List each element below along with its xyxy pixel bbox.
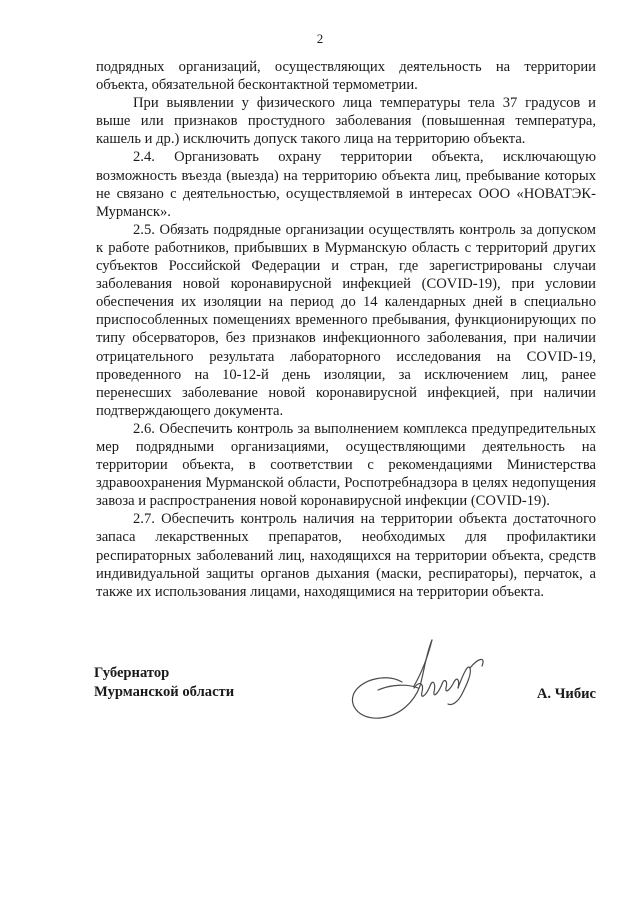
page-number: 2 xyxy=(316,31,324,46)
signatory-name: А. Чибис xyxy=(536,686,596,702)
document-body xyxy=(96,58,596,601)
paragraph-2-6: 2.6. Обеспечить контроль за выполнением комплекса предупредительных мер подрядными организациями, осуществляющими деятельность на территории объекта, в соответствии с рекомендациями Министерства здравоохранения Мурманской области, Роспотребнадзора в целях недопущения завоза и распространения новой коронавирусной инфекции (COVID-19). xyxy=(96,420,596,510)
handwritten-signature xyxy=(330,628,510,728)
paragraph-2-7: 2.7. Обеспечить контроль наличия на территории объекта достаточного запаса лекарственных препаратов, необходимых для профилактики респираторных заболеваний лиц, находящихся на территории объекта, средств индивидуальной защиты органов дыхания (маски, респираторы), перчаток, а также их использования лицами, находящимися на территории объекта. xyxy=(96,511,596,600)
signatory-title-line2: Мурманской области xyxy=(94,683,235,700)
paragraph-2-4: 2.4. Организовать охрану территории объекта, исключающую возможность въезда (выезда) на территорию объекта лиц, пребывание которых не связано с деятельностью, осуществляемой в интересах ООО «НОВАТЭК-Мурманск». xyxy=(96,149,596,220)
paragraph-continuation: подрядных организаций, осуществляющих деятельность на территории объекта, обязательной бесконтактной термометрии. xyxy=(96,59,596,94)
signatory-title xyxy=(94,664,234,701)
paragraph-temperature-rule: При выявлении у физического лица температуры тела 37 градусов и выше или признаков простудного заболевания (повышенная температура, кашель и др.) исключить допуск такого лица на территорию объекта. xyxy=(96,95,596,148)
signatory-title-line1: Губернатор xyxy=(94,665,170,681)
paragraph-2-5: 2.5. Обязать подрядные организации осуществлять контроль за допуском к работе работников, прибывших в Мурманскую область с территорий других субъектов Российской Федерации и стран, где зарегистрированы случаи заболевания новой коронавирусной инфекцией (COVID-19), при условии обеспечения их изоляции на период до 14 календарных дней в специально приспособленных помещениях временного пребывания, функционирующих по типу обсерваторов, без признаков инфекционного заболевания, при наличии отрицательного результата лабораторного исследования на COVID-19, проведенного на 10-12-й день изоляции, за исключением лиц, ранее перенесших заболевание новой коронавирусной инфекцией, при наличии подтверждающего документа. xyxy=(96,221,596,419)
